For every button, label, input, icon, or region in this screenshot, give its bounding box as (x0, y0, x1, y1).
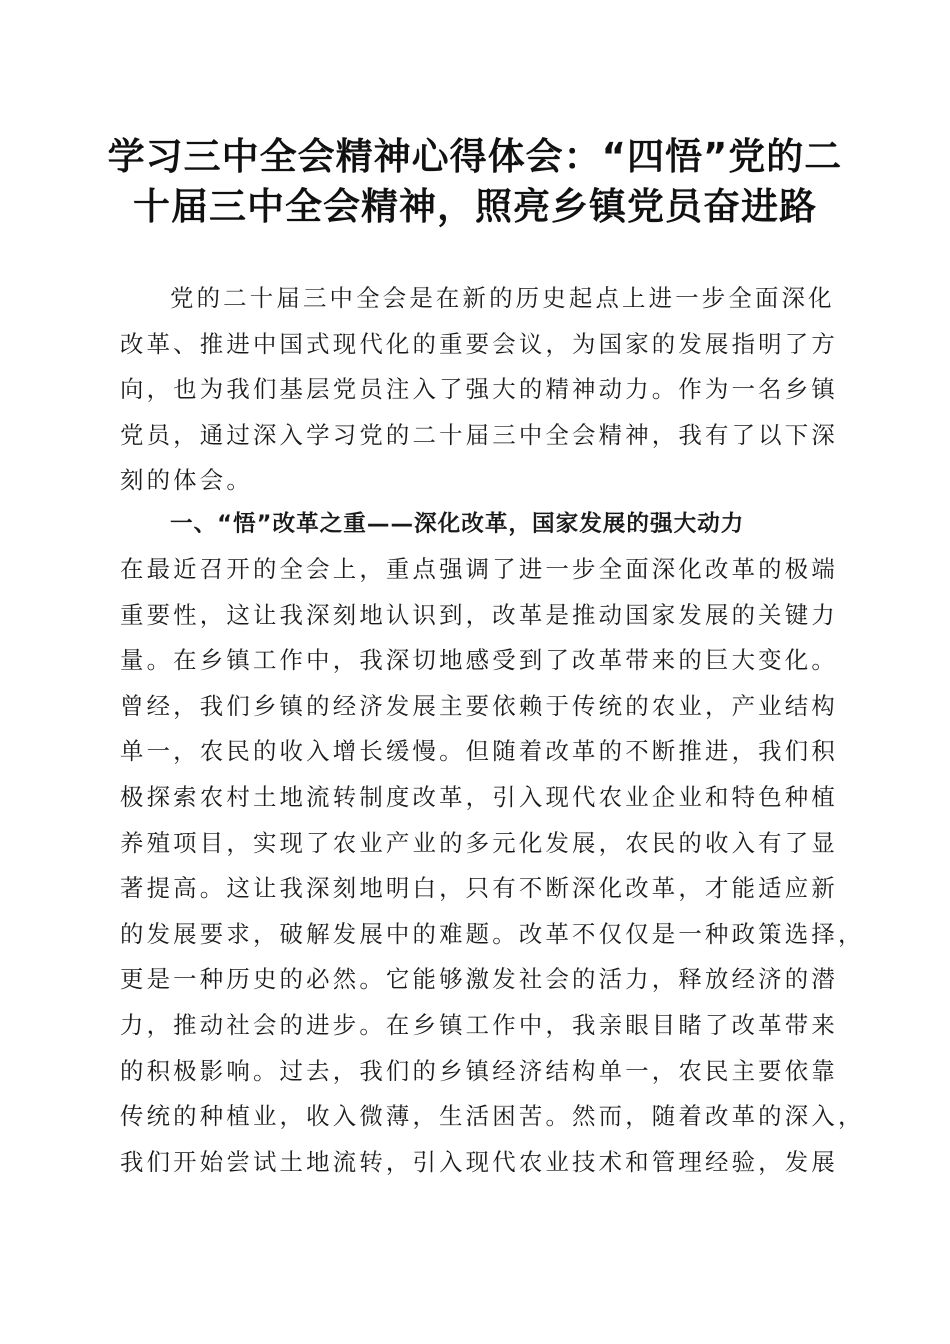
intro-paragraph (120, 276, 838, 504)
section-heading: 一、“悟”改革之重——深化改革，国家发展的强大动力 (170, 511, 745, 537)
paragraph-line: 刻的体会。 (120, 466, 253, 495)
paragraph-line: 党的二十届三中全会是在新的历史起点上进一步全面深化 (170, 284, 835, 312)
paragraph-line: 养殖项目，实现了农业产业的多元化发展，农民的收入有了显 (120, 828, 838, 857)
paragraph-line: 改革、推进中国式现代化的重要会议，为国家的发展指明了方 (120, 329, 838, 358)
paragraph-line: 党员，通过深入学习党的二十届三中全会精神，我有了以下深 (120, 420, 838, 449)
document-title (100, 132, 850, 232)
paragraph-line: 极探索农村土地流转制度改革，引入现代农业企业和特色种植 (120, 782, 838, 811)
paragraph-line: 量。在乡镇工作中，我深切地感受到了改革带来的巨大变化。 (120, 646, 838, 675)
paragraph-line: 更是一种历史的必然。它能够激发社会的活力，释放经济的潜 (120, 965, 838, 994)
paragraph-line: 向，也为我们基层党员注入了强大的精神动力。作为一名乡镇 (120, 375, 838, 404)
paragraph-line: 曾经，我们乡镇的经济发展主要依赖于传统的农业，产业结构 (120, 691, 838, 720)
paragraph-line: 我们开始尝试土地流转，引入现代农业技术和管理经验，发展 (120, 1147, 838, 1176)
paragraph-line: 力，推动社会的进步。在乡镇工作中，我亲眼目睹了改革带来 (120, 1010, 838, 1039)
paragraph-line: 单一，农民的收入增长缓慢。但随着改革的不断推进，我们积 (120, 737, 838, 766)
paragraph-line: 在最近召开的全会上，重点强调了进一步全面深化改革的极端 (120, 555, 838, 583)
paragraph-line: 重要性，这让我深刻地认识到，改革是推动国家发展的关键力 (120, 600, 838, 629)
title-line-1: 学习三中全会精神心得体会：“四悟”党的二 (107, 135, 843, 178)
paragraph-line: 传统的种植业，收入微薄，生活困苦。然而，随着改革的深入， (120, 1102, 865, 1131)
paragraph-line: 著提高。这让我深刻地明白，只有不断深化改革，才能适应新 (120, 874, 838, 903)
title-line-2: 十届三中全会精神，照亮乡镇党员奋进路 (133, 185, 817, 228)
paragraph-line: 的积极影响。过去，我们的乡镇经济结构单一，农民主要依靠 (120, 1056, 838, 1085)
section-1-paragraph (120, 547, 865, 1185)
paragraph-line: 的发展要求，破解发展中的难题。改革不仅仅是一种政策选择， (120, 919, 865, 948)
